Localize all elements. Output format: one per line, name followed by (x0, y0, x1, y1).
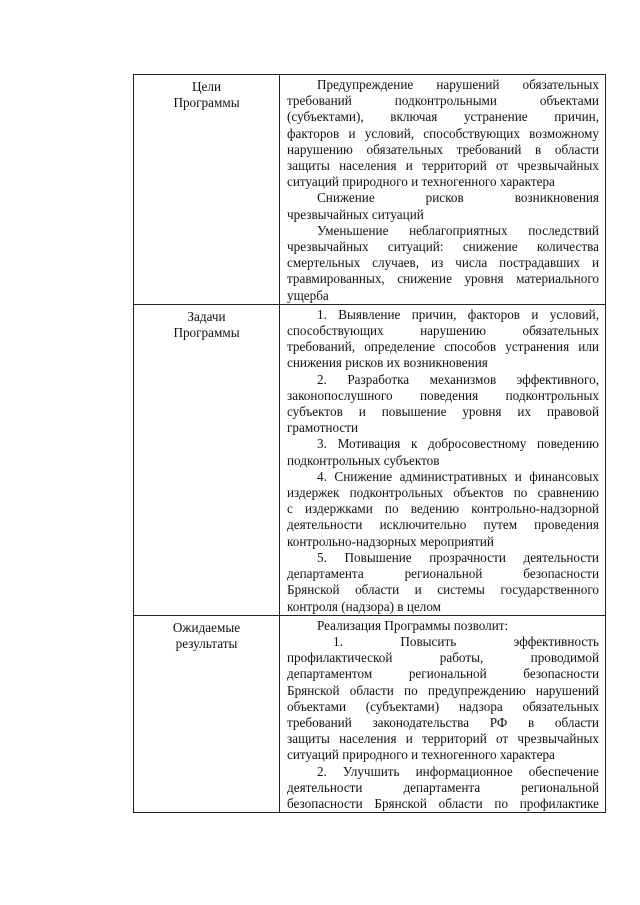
content-line: 2. Улучшить информационное обеспечение (317, 763, 599, 779)
row-label-cell (134, 304, 280, 615)
content-line: травмированных, снижение уровня материального (287, 271, 599, 287)
content-line: деятельности исключительно путем проведения (287, 517, 599, 533)
content-line: ущерба (287, 287, 329, 303)
content-line: нарушению обязательных требований в области (287, 141, 599, 157)
content-line: снижения рисков их возникновения (287, 355, 488, 371)
content-line: требований законодательства РФ в области (287, 714, 599, 730)
table-row-expected-results (134, 615, 606, 812)
content-line: департамента региональной безопасности (287, 566, 599, 582)
row-label-line: Задачи (187, 308, 226, 324)
content-line: смертельных случаев, из числа пострадавших и (287, 255, 599, 271)
content-line: 3. Мотивация к добросовестному поведению (317, 436, 599, 452)
content-line: ситуаций природного и техногенного характера (287, 174, 555, 190)
content-line: 2. Разработка механизмов эффективного, (317, 371, 599, 387)
content-line: требований подконтрольными объектами (287, 93, 599, 109)
program-passport-table (133, 74, 606, 813)
content-line: субъектов и повышение уровня их правовой (287, 404, 599, 420)
content-line: чрезвычайных ситуаций: снижение количества (287, 239, 599, 255)
row-label-line: Программы (173, 95, 240, 110)
row-label-line: Ожидаемые (172, 619, 241, 635)
content-line: Снижение рисков возникновения (317, 190, 599, 206)
table-row-goals (134, 75, 606, 305)
content-line: Предупреждение нарушений обязательных (317, 77, 599, 92)
content-line: профилактической работы, проводимой (287, 650, 599, 666)
content-line: (субъектами), включая устранение причин, (287, 109, 599, 125)
content-line: безопасности Брянской области по профилактике (287, 795, 599, 811)
row-label-cell (134, 615, 280, 812)
row-content-cell (280, 304, 606, 615)
content-line: деятельности департамента региональной (287, 779, 599, 795)
content-line: 1. Выявление причин, факторов и условий, (317, 306, 599, 322)
content-line: ситуаций природного и техногенного характера (287, 747, 555, 763)
content-line: факторов и условий, способствующих возможному (287, 125, 599, 141)
content-line: 5. Повышение прозрачности деятельности (317, 549, 599, 565)
content-line: контроля (надзора) в целом (287, 598, 442, 614)
content-line: Реализация Программы позволит: (317, 617, 509, 633)
content-line: способствующих нарушению обязательных (287, 323, 599, 339)
content-line: издержек подконтрольных объектов по сравнению (287, 485, 599, 501)
content-line: подконтрольных субъектов (287, 452, 440, 468)
content-line: Брянской области и системы государственного (287, 582, 599, 598)
row-label-line: результаты (175, 635, 238, 651)
content-line: чрезвычайных ситуаций (287, 206, 424, 222)
row-content-cell (280, 615, 606, 812)
content-line: защиты населения и территорий от чрезвычайных (287, 731, 599, 747)
row-content-cell (280, 75, 606, 305)
row-label-line: Программы (173, 324, 240, 340)
content-line: защиты населения и территорий от чрезвычайных (287, 158, 599, 174)
content-line: 1. Повысить эффективность (333, 633, 599, 649)
content-line: контрольно-надзорных мероприятий (287, 533, 494, 549)
table-row-tasks (134, 304, 606, 615)
content-line: Уменьшение неблагоприятных последствий (317, 222, 599, 238)
content-line: 4. Снижение административных и финансовых (317, 468, 599, 484)
content-line: департаментом региональной безопасности (287, 666, 599, 682)
content-line: с издержками по ведению контрольно-надзорной (287, 501, 599, 517)
row-label-line: Цели (191, 79, 221, 94)
content-line: грамотности (287, 420, 359, 436)
content-line: Брянской области по предупреждению нарушений (287, 682, 599, 698)
content-line: объектами (субъектами) надзора обязательных (287, 698, 599, 714)
row-label-cell (134, 75, 280, 305)
content-line: законопослушного поведения подконтрольных (287, 387, 599, 403)
content-line: требований, определение способов устранения или (287, 339, 599, 355)
